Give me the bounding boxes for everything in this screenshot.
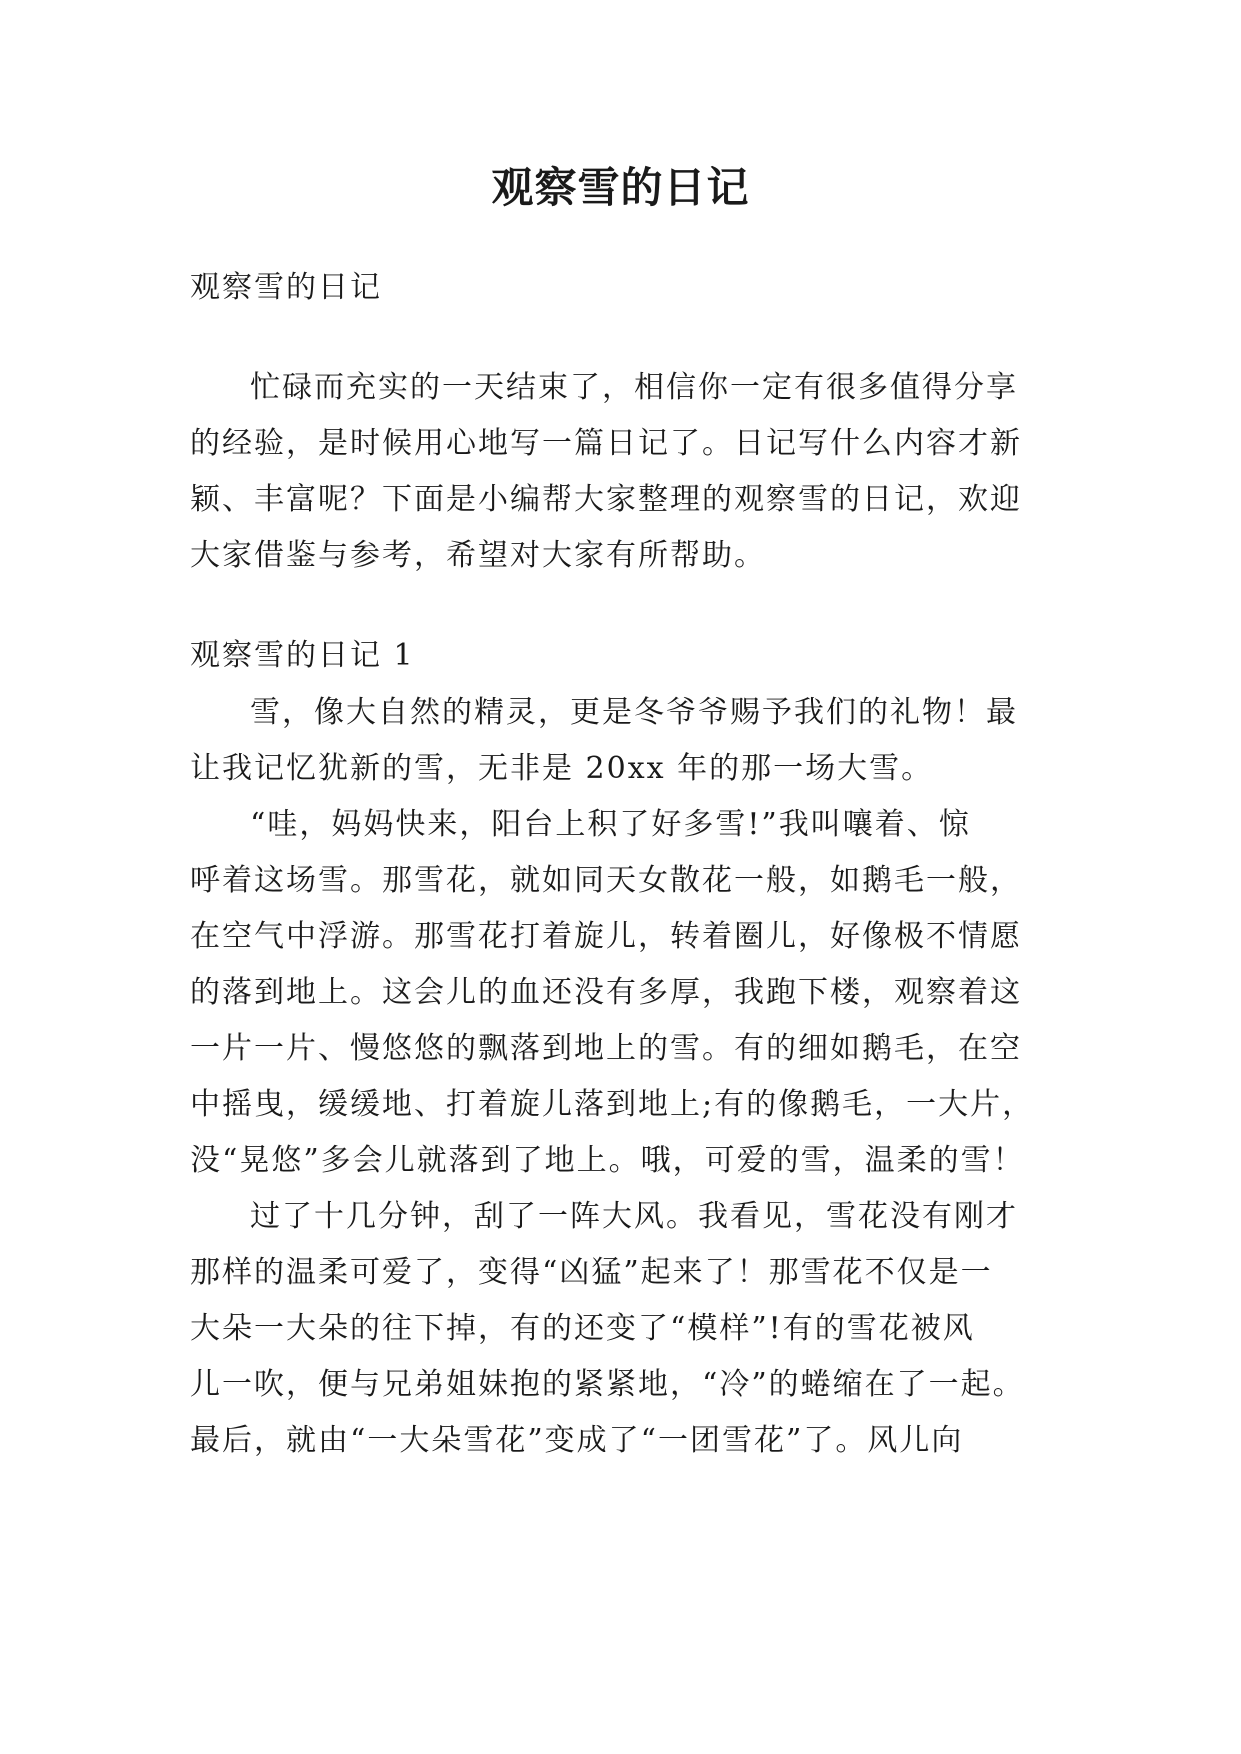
intro-line: 大家借鉴与参考，希望对大家有所帮助。 <box>190 538 766 573</box>
body-line: 一片一片、慢悠悠的飘落到地上的雪。有的细如鹅毛，在空 <box>190 1031 1022 1066</box>
body-line: 雪，像大自然的精灵，更是冬爷爷赐予我们的礼物！最 <box>250 695 1018 730</box>
body-line: 那样的温柔可爱了，变得“凶猛”起来了！那雪花不仅是一 <box>190 1255 993 1290</box>
intro-line: 颖、丰富呢？下面是小编帮大家整理的观察雪的日记，欢迎 <box>190 482 1022 517</box>
intro-line: 忙碌而充实的一天结束了，相信你一定有很多值得分享 <box>250 370 1018 405</box>
body-line: 的落到地上。这会儿的血还没有多厚，我跑下楼，观察着这 <box>190 975 1022 1010</box>
body-line: 大朵一大朵的往下掉，有的还变了“模样”!有的雪花被风 <box>190 1311 975 1346</box>
body-line: 没“晃悠”多会儿就落到了地上。哦，可爱的雪，温柔的雪！ <box>190 1143 1025 1178</box>
intro-line: 的经验，是时候用心地写一篇日记了。日记写什么内容才新 <box>190 426 1022 461</box>
body-line: 在空气中浮游。那雪花打着旋儿，转着圈儿，好像极不情愿 <box>190 919 1022 954</box>
body-line: 最后，就由“一大朵雪花”变成了“一团雪花”了。风儿向 <box>190 1423 964 1458</box>
body-line: 中摇曳，缓缓地、打着旋儿落到地上;有的像鹅毛，一大片， <box>190 1087 1035 1122</box>
body-line: “哇，妈妈快来，阳台上积了好多雪!”我叫嚷着、惊 <box>250 807 971 842</box>
body-line: 让我记忆犹新的雪，无非是 20xx 年的那一场大雪。 <box>190 751 934 786</box>
document-subtitle: 观察雪的日记 <box>190 270 382 305</box>
section-heading: 观察雪的日记 1 <box>190 638 415 673</box>
body-line: 过了十几分钟，刮了一阵大风。我看见，雪花没有刚才 <box>250 1199 1018 1234</box>
body-line: 呼着这场雪。那雪花，就如同天女散花一般，如鹅毛一般， <box>190 863 1022 898</box>
document-title: 观察雪的日记 <box>491 163 750 212</box>
body-line: 儿一吹，便与兄弟姐妹抱的紧紧地，“冷”的蜷缩在了一起。 <box>190 1367 1025 1402</box>
